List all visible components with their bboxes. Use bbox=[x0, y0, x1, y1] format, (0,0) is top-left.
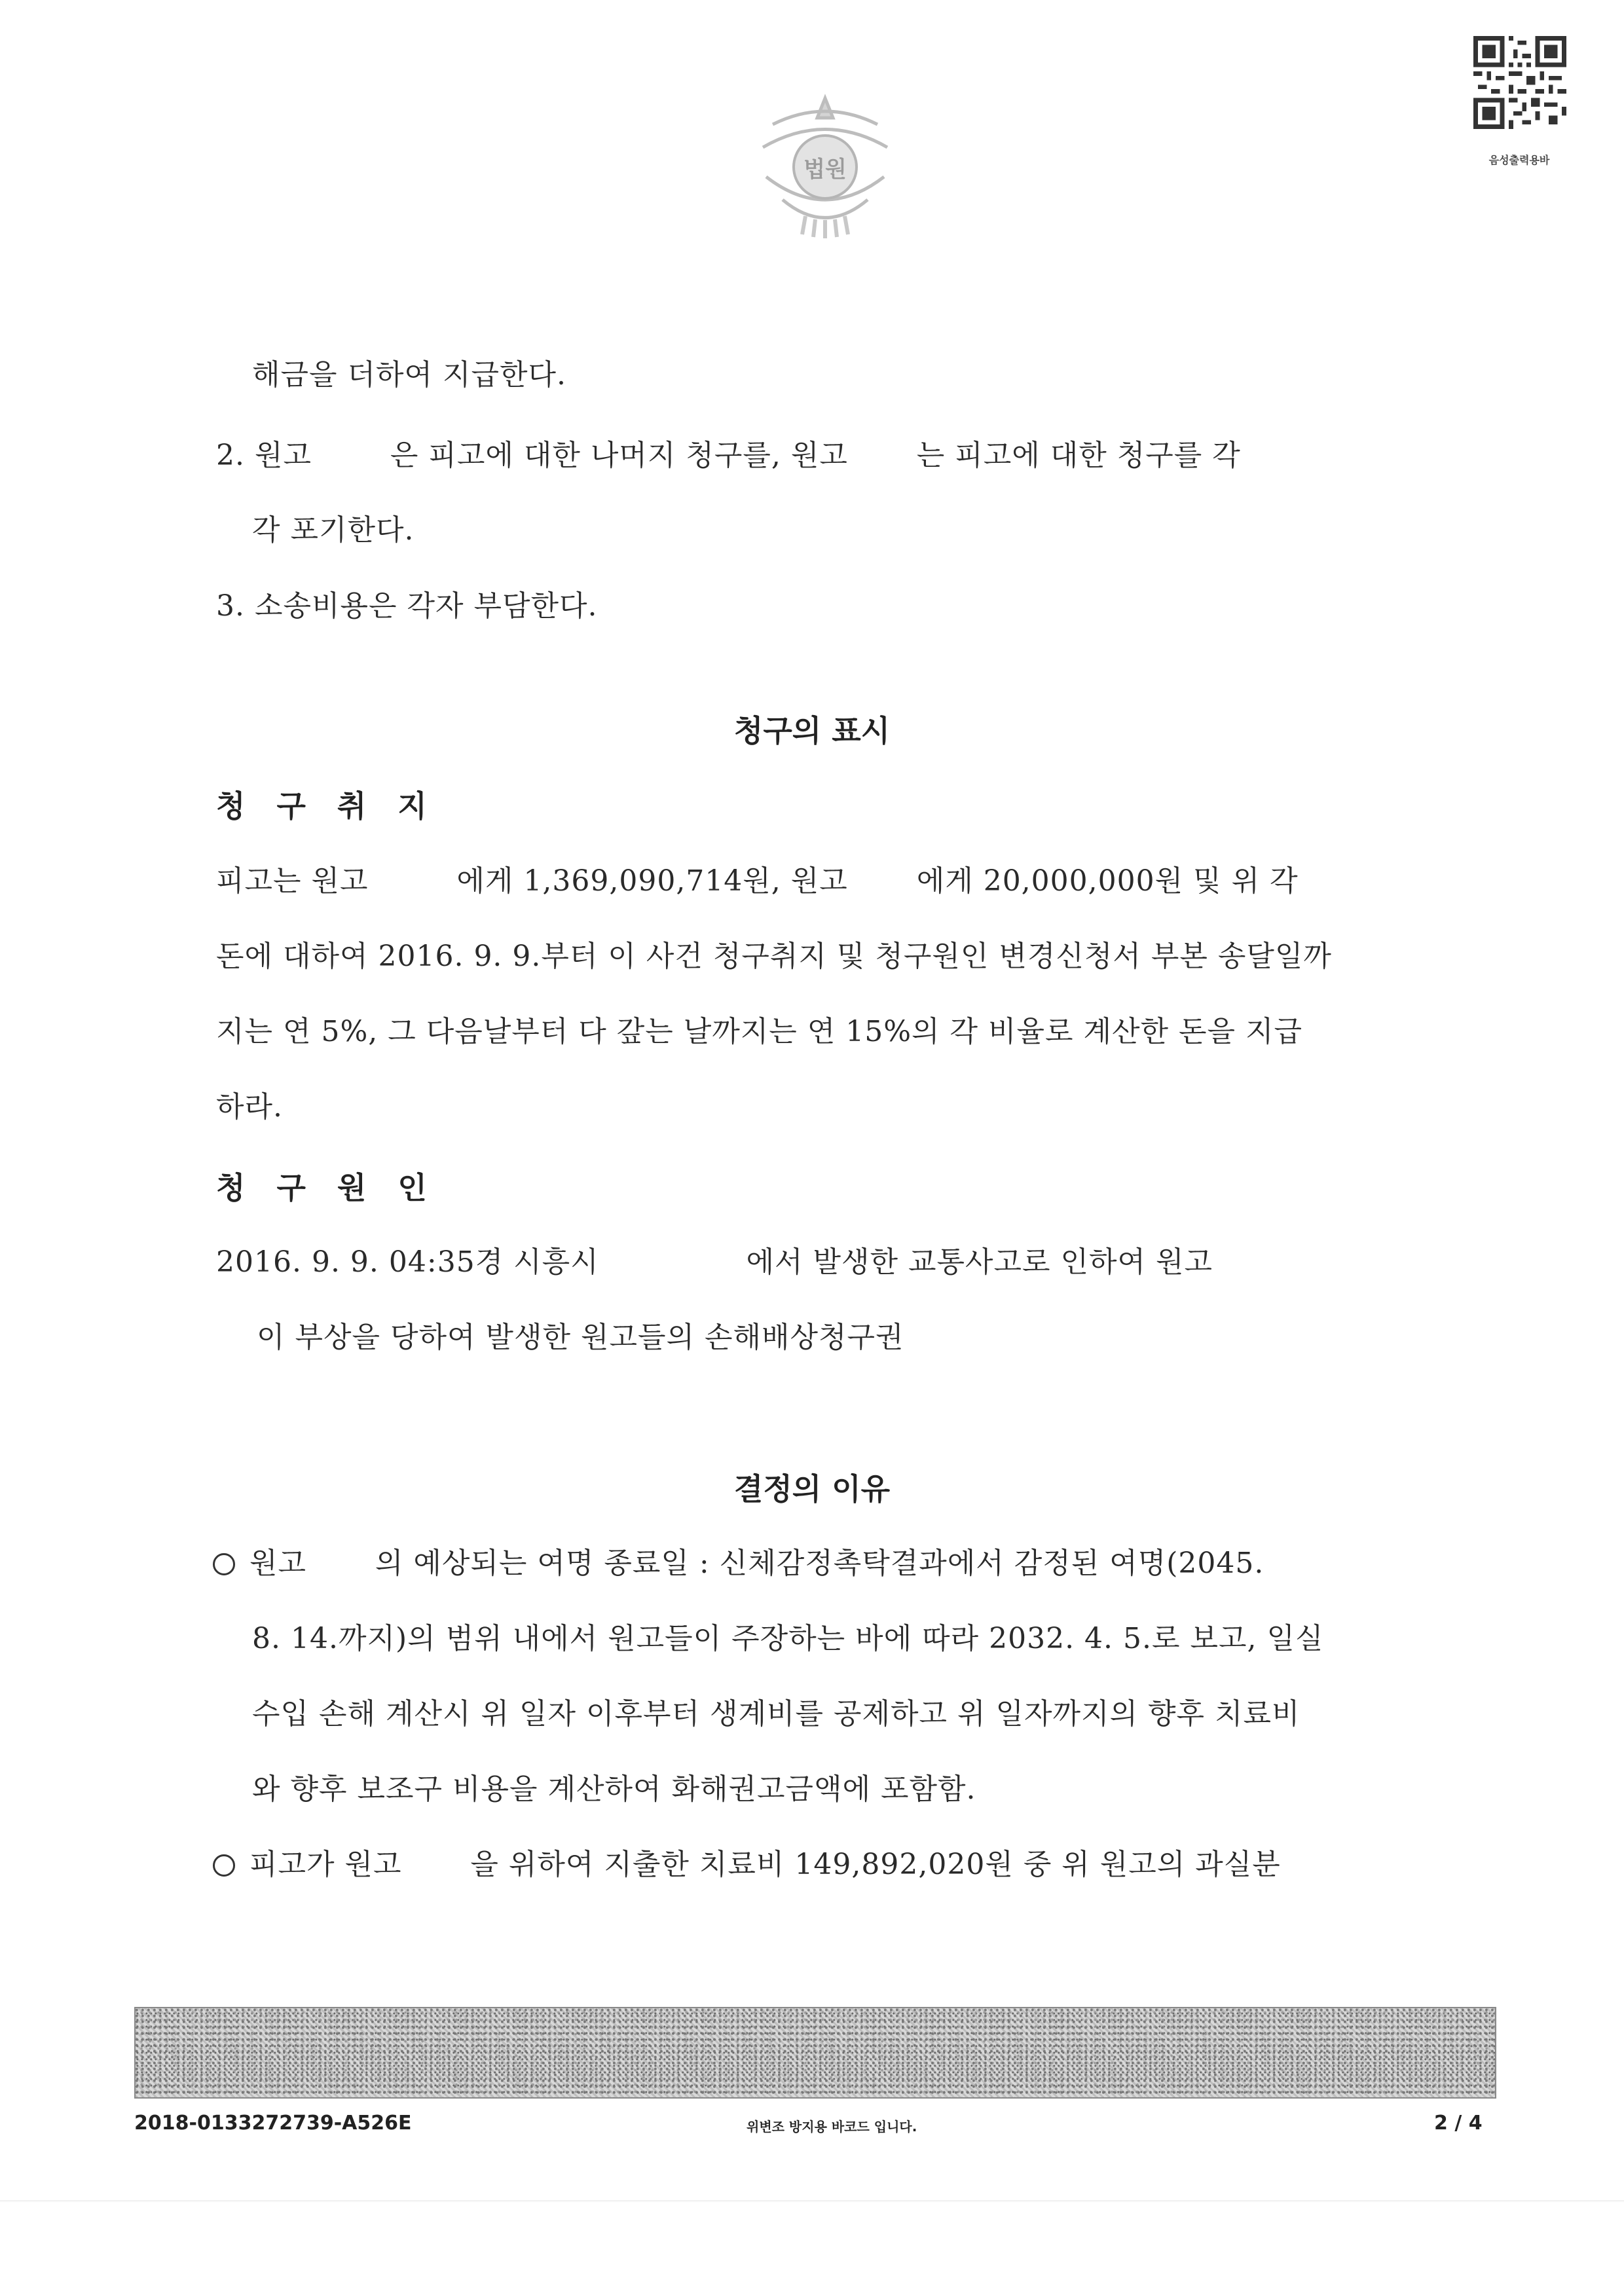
redacted-name bbox=[848, 437, 917, 474]
svg-text:법원: 법원 bbox=[803, 156, 847, 183]
redacted-name bbox=[306, 1545, 375, 1582]
purpose-line-2: 돈에 대하여 2016. 9. 9.부터 이 사건 청구취지 및 청구원인 변경신청서 부본 송달일까 bbox=[216, 940, 1332, 973]
redacted-name bbox=[312, 437, 390, 474]
reason-1-prefix: 원고 bbox=[249, 1547, 307, 1580]
qr-code bbox=[1473, 36, 1566, 129]
barcode-notice: 위변조 방지용 바코드 입니다. bbox=[747, 2119, 917, 2135]
cause-1-end: 에서 발생한 교통사고로 인하여 원고 bbox=[746, 1245, 1213, 1279]
reason-line-1 bbox=[213, 1545, 1264, 1582]
redacted-name bbox=[848, 863, 917, 900]
item-2-prefix: 2. 원고 bbox=[216, 439, 312, 472]
qr-caption: 음성출력용바 bbox=[1488, 154, 1550, 166]
page-edge bbox=[0, 2200, 1624, 2203]
cause-line-1 bbox=[216, 1244, 1242, 1281]
purpose-line-4: 하라. bbox=[216, 1090, 283, 1124]
purpose-1-middle: 에게 1,369,090,714원, 원고 bbox=[456, 864, 848, 898]
purpose-line-1 bbox=[216, 863, 1299, 900]
item-2-line bbox=[216, 437, 1241, 474]
claim-title: 청구의 표시 bbox=[733, 713, 891, 748]
redacted-name bbox=[1213, 1244, 1242, 1281]
purpose-line-3: 지는 연 5%, 그 다음날부터 다 갚는 날까지는 연 15%의 각 비율로 계산한 돈을 지급 bbox=[216, 1015, 1303, 1048]
redacted-address bbox=[599, 1244, 747, 1281]
cause-1-prefix: 2016. 9. 9. 04:35경 시흥시 bbox=[216, 1245, 599, 1279]
reason-line-5 bbox=[213, 1846, 1281, 1883]
reason-1-rest: 의 예상되는 여명 종료일 : 신체감정촉탁결과에서 감정된 여명(2045. bbox=[375, 1547, 1264, 1580]
claim-purpose-title: 청 구 취 지 bbox=[216, 788, 437, 824]
claim-cause-title: 청 구 원 인 bbox=[216, 1170, 437, 1205]
redacted-name bbox=[369, 863, 457, 900]
item-3: 3. 소송비용은 각자 부담한다. bbox=[216, 589, 598, 623]
redacted-name bbox=[402, 1846, 471, 1883]
item-2-end: 는 피고에 대한 청구를 각 bbox=[916, 439, 1241, 472]
item-2-continuation: 각 포기한다. bbox=[252, 513, 415, 547]
reason-line-3: 수입 손해 계산시 위 일자 이후부터 생계비를 공제하고 위 일자까지의 향후 치료비 bbox=[252, 1697, 1301, 1731]
reason-line-2: 8. 14.까지)의 범위 내에서 원고들이 주장하는 바에 따라 2032. 4. 5.로 보고, 일실 bbox=[252, 1622, 1324, 1655]
text-line-1: 해금을 더하여 지급한다. bbox=[252, 358, 566, 392]
purpose-1-prefix: 피고는 원고 bbox=[216, 864, 369, 898]
reason-2-prefix: 피고가 원고 bbox=[249, 1848, 402, 1881]
circle-bullet-icon bbox=[213, 1553, 235, 1575]
reason-line-4: 와 향후 보조구 비용을 계산하여 화해권고금액에 포함함. bbox=[252, 1772, 976, 1806]
purpose-1-end: 에게 20,000,000원 및 위 각 bbox=[916, 864, 1299, 898]
page-number: 2 / 4 bbox=[1434, 2112, 1483, 2135]
anti-forgery-barcode bbox=[134, 2007, 1496, 2099]
reason-2-rest: 을 위하여 지출한 치료비 149,892,020원 중 위 원고의 과실분 bbox=[470, 1848, 1281, 1881]
reason-title: 결정의 이유 bbox=[733, 1471, 891, 1507]
court-emblem bbox=[733, 85, 917, 242]
item-2-middle: 은 피고에 대한 나머지 청구를, 원고 bbox=[390, 439, 848, 472]
cause-line-2: 이 부상을 당하여 발생한 원고들의 손해배상청구권 bbox=[257, 1321, 904, 1354]
document-id: 2018-0133272739-A526E bbox=[134, 2112, 412, 2135]
circle-bullet-icon bbox=[213, 1854, 235, 1877]
